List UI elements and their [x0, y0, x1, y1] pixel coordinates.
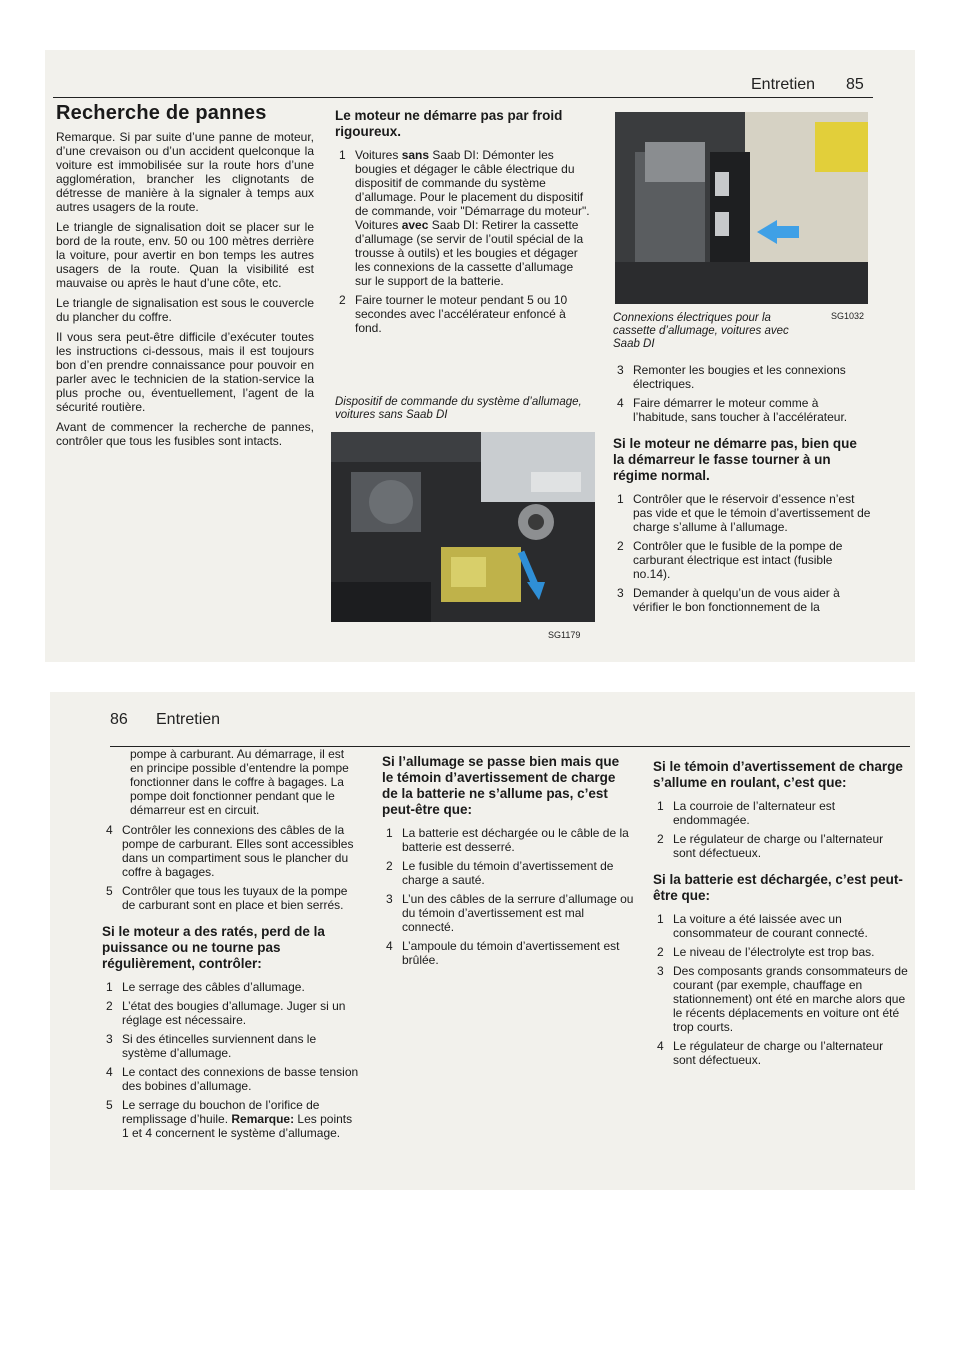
list-item: [382, 859, 634, 887]
figure-caption: Dispositif de commande du système d’allumage, voitures sans Saab DI: [335, 396, 582, 421]
item-text: Faire démarrer le moteur comme à l’habitude, sans toucher à l’accélérateur.: [633, 396, 848, 424]
paragraph: Le triangle de signalisation doit se placer sur le bord de la route, env. 50 ou 100 mètres derrière la voiture, pour avertir en bon temps les autres usagers de la route. Quan la visibilité est mauvaise ou après le haut d’une côte, etc.: [56, 220, 314, 290]
section-heading: Le moteur ne démarre pas par froid rigoureux.: [335, 108, 563, 139]
text-run: Voitures: [355, 218, 402, 232]
page-number: 86: [110, 711, 128, 728]
bold-run: avec: [401, 218, 429, 232]
item-text: L’état des bougies d’allumage. Juger si un réglage est nécessaire.: [122, 999, 346, 1027]
text-run: Voitures: [355, 148, 402, 162]
numbered-list: [653, 912, 908, 1067]
list-item: [335, 293, 591, 335]
item-text: L’ampoule du témoin d’avertissement est brûlée.: [402, 939, 620, 967]
item-number: 5: [106, 884, 113, 898]
column-1: [56, 102, 314, 454]
column-3: [653, 759, 908, 1075]
item-number: 2: [339, 293, 346, 307]
item-text: Le serrage des câbles d’allumage.: [122, 980, 305, 994]
item-number: 4: [106, 1065, 113, 1079]
item-text: Contrôler que tous les tuyaux de la pompe de carburant sont en place et bien serrés.: [122, 884, 348, 912]
item-text: Le régulateur de charge ou l’alternateur sont défectueux.: [673, 832, 884, 860]
text-run: Le serrage du bouchon de l’orifice de remplissage d’huile.: [122, 1098, 320, 1126]
figure-caption: Connexions électriques pour la cassette d’allumage, voitures avec Saab DI: [613, 312, 789, 350]
list-item: [102, 823, 360, 879]
numbered-list: [335, 148, 591, 335]
continuation-text: pompe à carburant. Au démarrage, il est en principe possible d’entendre la pompe fonctionner dans le coffre à bagages. La pompe doit fonctionner pendant que le démarreur est en circuit.: [130, 747, 349, 817]
numbered-list: [102, 980, 360, 1140]
numbered-list: [613, 492, 871, 614]
bold-run: sans: [401, 148, 430, 162]
header-rule: [53, 97, 873, 98]
item-number: 3: [617, 586, 624, 600]
item-number: 4: [386, 939, 393, 953]
figure-code: SG1179: [548, 630, 581, 640]
text-run: Saab DI: Retirer la cassette d’allumage (se servir de l’outil spécial de la trousse à outils) et les bougies et dégager les connexions de la cassette d’allumage sur le support de la batterie.: [355, 218, 584, 288]
text-run: Saab DI: Démonter les bougies et dégager le câble électrique du dispositif de commande du système d’allumage. Pour le placement du dispositif de commande, voir "Démarrage du moteur".: [355, 148, 590, 218]
list-item: [102, 1098, 360, 1140]
paragraph: Il vous sera peut-être difficile d’exécuter toutes les instructions ci-dessous, mais il est toujours bon d’en prendre connaissance pour pouvoir en parler avec le technicien de la station-service la plus proche ou, éventuellement, l’agent de la sécurité routière.: [56, 330, 314, 414]
numbered-list: [102, 823, 360, 912]
paragraph: Remarque. Si par suite d’une panne de moteur, d’une crevaison ou d’un accident quelconque la voiture est immobilisée sur la route hors d’une agglomération, brancher les clignotants de détresse de manière à la signaler à temps aux autres usagers de la route.: [56, 130, 314, 214]
item-text: Faire tourner le moteur pendant 5 ou 10 secondes avec l’accélérateur enfoncé à fond.: [355, 293, 568, 335]
item-number: 2: [106, 999, 113, 1013]
paragraph: Avant de commencer la recherche de pannes, contrôler que tous les fusibles sont intacts.: [56, 420, 314, 448]
paragraph: Le triangle de signalisation est sous le couvercle du plancher du coffre.: [56, 296, 314, 324]
item-number: 1: [657, 912, 664, 926]
item-text: La voiture a été laissée avec un consommateur de courant connecté.: [673, 912, 868, 940]
item-text: Le fusible du témoin d’avertissement de charge a sauté.: [402, 859, 614, 887]
text-run: Les points 1 et 4 concernent le système d’allumage.: [122, 1112, 353, 1140]
figure-code: SG1032: [831, 311, 865, 321]
page-title: Recherche de pannes: [56, 102, 267, 124]
item-number: 1: [339, 148, 346, 162]
item-text: Si des étincelles surviennent dans le système d’allumage.: [122, 1032, 317, 1060]
list-item: [613, 586, 871, 614]
bold-run: Remarque:: [231, 1112, 295, 1126]
page-section-title: Entretien: [156, 711, 221, 728]
list-item: [653, 832, 908, 860]
section-heading: Si le témoin d’avertissement de charge s’allume en roulant, c’est que:: [653, 759, 903, 790]
list-item: [653, 912, 908, 940]
item-number: 1: [106, 980, 113, 994]
list-item: [613, 363, 871, 391]
column-2: [382, 754, 634, 975]
item-number: 2: [617, 539, 624, 553]
item-number: 4: [106, 823, 113, 837]
item-text: Des composants grands consommateurs de courant (par exemple, chauffage en stationnement) ont été en marche alors que le récents déplacements en voiture ont été trop courts.: [673, 964, 908, 1034]
item-text: Contrôler que le réservoir d’essence n’est pas vide et que le témoin d’avertissement de charge s’allume à l’allumage.: [633, 492, 871, 534]
item-number: 4: [657, 1039, 664, 1053]
numbered-list: [382, 826, 634, 967]
item-number: 3: [386, 892, 393, 906]
item-number: 3: [617, 363, 624, 377]
item-text: [355, 148, 591, 218]
item-number: 4: [617, 396, 624, 410]
item-number: 5: [106, 1098, 113, 1112]
item-number: 1: [657, 799, 664, 813]
item-text: Contrôler que le fusible de la pompe de carburant électrique est intact (fusible no.14).: [633, 539, 843, 581]
list-item: [102, 1065, 360, 1093]
list-item: [653, 964, 908, 1034]
item-text: La batterie est déchargée ou le câble de la batterie est desserré.: [402, 826, 629, 854]
list-item: [382, 826, 634, 854]
item-number: 2: [657, 832, 664, 846]
item-text: Contrôler les connexions des câbles de la pompe de carburant. Elles sont accessibles dans un compartiment sous le plancher du coffre à bagages.: [122, 823, 354, 879]
column-2: [335, 108, 591, 343]
list-item: [382, 939, 634, 967]
item-number: 1: [617, 492, 624, 506]
list-item: [613, 539, 871, 581]
page-number: 85: [846, 76, 864, 93]
list-item: [653, 1039, 908, 1067]
list-item: [102, 999, 360, 1027]
list-item: [613, 492, 871, 534]
list-item: [335, 148, 591, 288]
item-text: L’un des câbles de la serrure d’allumage ou du témoin d’avertissement est mal connecté.: [402, 892, 634, 934]
item-number: 2: [657, 945, 664, 959]
item-text: [355, 218, 591, 288]
item-text: Le régulateur de charge ou l’alternateur sont défectueux.: [673, 1039, 884, 1067]
item-text: Le niveau de l’électrolyte est trop bas.: [673, 945, 875, 959]
list-item: [382, 892, 634, 934]
item-number: 3: [106, 1032, 113, 1046]
item-text: La courroie de l’alternateur est endommagée.: [673, 799, 836, 827]
section-heading: Si le moteur a des ratés, perd de la puissance ou ne tourne pas régulièrement, contrôler:: [102, 924, 325, 971]
numbered-list: [653, 799, 908, 860]
list-item: [653, 945, 908, 959]
list-item: [102, 1032, 360, 1060]
list-item: [102, 980, 360, 994]
page-85: [45, 50, 915, 662]
ignition-cassette-photo: [615, 112, 868, 304]
list-item: [102, 884, 360, 912]
page-section-title: Entretien: [751, 76, 816, 93]
item-number: 3: [657, 964, 664, 978]
item-text: Demander à quelqu’un de vous aider à vérifier le bon fonctionnement de la: [633, 586, 840, 614]
numbered-list: [613, 363, 871, 424]
list-item: [653, 799, 908, 827]
list-item: [613, 396, 871, 424]
item-number: 1: [386, 826, 393, 840]
item-text: Le contact des connexions de basse tension des bobines d’allumage.: [122, 1065, 359, 1093]
item-number: 2: [386, 859, 393, 873]
engine-bay-photo: [331, 432, 595, 622]
section-heading: Si la batterie est déchargée, c’est peut-être que:: [653, 872, 903, 903]
page-86: [50, 692, 915, 1190]
item-text: Remonter les bougies et les connexions électriques.: [633, 363, 846, 391]
column-1: [102, 747, 360, 1148]
column-3: [613, 312, 871, 622]
section-heading: Si l’allumage se passe bien mais que le témoin d’avertissement de charge de la batterie ne s’allume pas, c’est peut-être que:: [382, 754, 620, 817]
section-heading: Si le moteur ne démarre pas, bien que la démarreur le fasse tourner à un régime normal.: [613, 436, 857, 483]
